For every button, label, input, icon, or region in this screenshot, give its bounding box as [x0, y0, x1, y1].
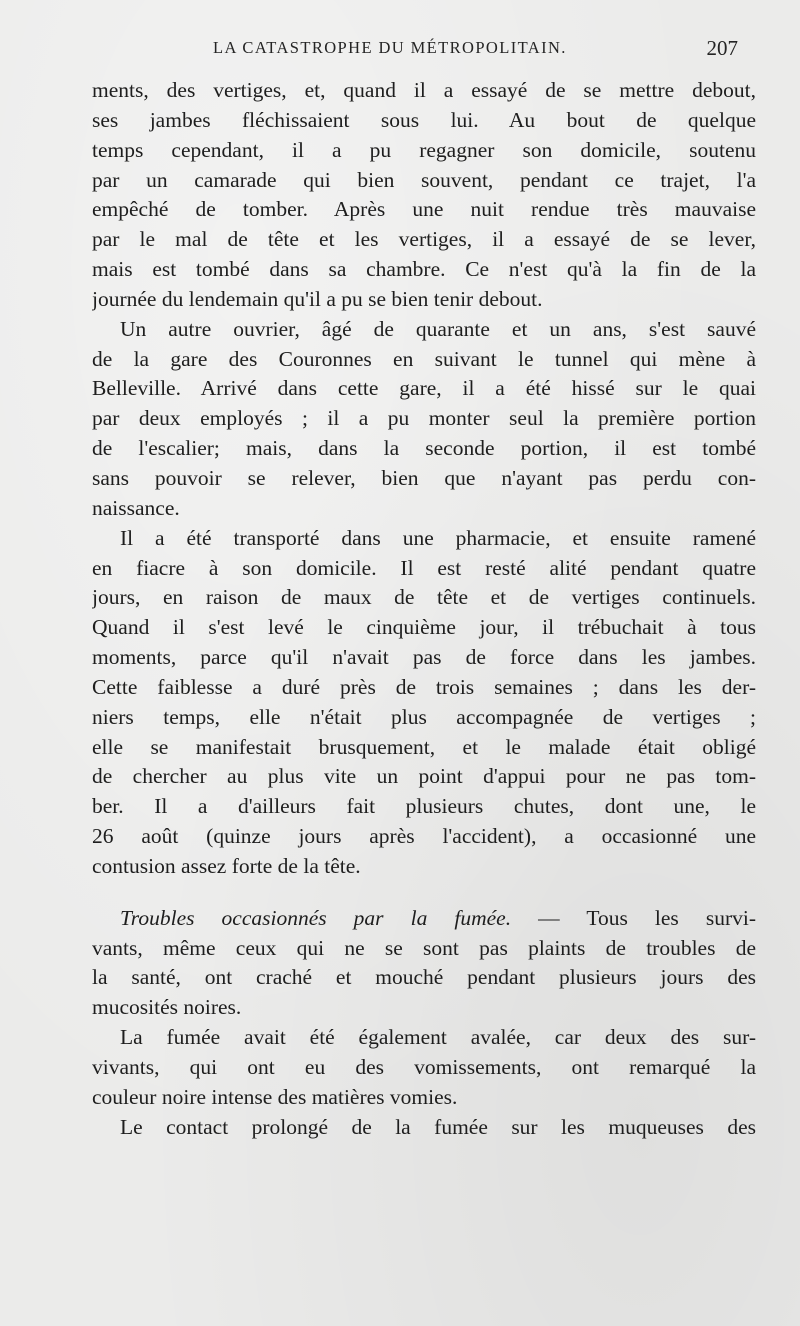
text-line: ber. Il a d'ailleurs fait plusieurs chutes, dont une, le: [92, 794, 756, 819]
text-line: Cette faiblesse a duré près de trois semaines ; dans les der-: [92, 674, 756, 699]
text-line: vivants, qui ont eu des vomissements, ont remarqué la: [92, 1055, 756, 1079]
text-line: Le contact prolongé de la fumée sur les muqueuses des: [120, 1114, 756, 1139]
text-line: Un autre ouvrier, âgé de quarante et un ans, s'est sauvé: [120, 316, 756, 341]
text-line: en fiacre à son domicile. Il est resté alité pendant quatre: [92, 555, 756, 580]
text-line: naissance.: [92, 495, 180, 520]
text-line: la santé, ont craché et mouché pendant plusieurs jours des: [92, 965, 756, 990]
text-line: sans pouvoir se relever, bien que n'ayant pas perdu con-: [92, 465, 756, 490]
text-line: Belleville. Arrivé dans cette gare, il a été hissé sur le quai: [92, 376, 756, 401]
text-line: temps cependant, il a pu regagner son domicile, soutenu: [92, 137, 756, 162]
text-line: ments, des vertiges, et, quand il a essayé de se mettre debout,: [92, 78, 756, 102]
text-line: journée du lendemain qu'il a pu se bien tenir debout.: [92, 286, 543, 311]
text-line: 26 août (quinze jours après l'accident), a occasionné une: [92, 824, 756, 849]
paragraph: [92, 315, 756, 524]
paragraph: [92, 524, 756, 882]
page-number: 207: [706, 36, 738, 60]
text-line: moments, parce qu'il n'avait pas de force dans les jambes.: [92, 645, 756, 670]
text-line: de la gare des Couronnes en suivant le tunnel qui mène à: [92, 346, 756, 371]
text-line: vants, même ceux qui ne se sont pas plaints de troubles de: [92, 935, 756, 960]
text-line: couleur noire intense des matières vomies.: [92, 1084, 458, 1109]
text-line: contusion assez forte de la tête.: [92, 853, 361, 878]
text-line: Quand il s'est levé le cinquième jour, il trébuchait à tous: [92, 615, 756, 640]
section-paragraph: [92, 904, 756, 1023]
paragraph: [92, 1023, 756, 1113]
text-line: par deux employés ; il a pu monter seul la première portion: [92, 406, 756, 431]
text-line: niers temps, elle n'était plus accompagnée de vertiges ;: [92, 704, 756, 729]
text-line: mais est tombé dans sa chambre. Ce n'est qu'à la fin de la: [92, 257, 756, 282]
running-header: [0, 33, 800, 63]
text-line: de chercher au plus vite un point d'appui pour ne pas tom-: [92, 764, 756, 789]
text-line: Il a été transporté dans une pharmacie, et ensuite ramené: [120, 525, 756, 550]
text-line: par un camarade qui bien souvent, pendant ce trajet, l'a: [92, 167, 756, 192]
text-line: [92, 904, 756, 934]
text-line: ses jambes fléchissaient sous lui. Au bout de quelque: [92, 107, 756, 132]
body-text: [92, 76, 756, 1143]
section-title-rest: — Tous les survi-: [511, 905, 756, 930]
text-line: mucosités noires.: [92, 995, 242, 1020]
text-line: par le mal de tête et les vertiges, il a essayé de se lever,: [92, 227, 756, 252]
paragraph: [92, 76, 756, 315]
text-line: elle se manifestait brusquement, et le malade était obligé: [92, 734, 756, 759]
running-title: LA CATASTROPHE DU MÉTROPOLITAIN.: [213, 38, 567, 57]
paragraph: [92, 1113, 756, 1143]
text-line: de l'escalier; mais, dans la seconde portion, il est tombé: [92, 436, 756, 461]
text-line: jours, en raison de maux de tête et de vertiges continuels.: [92, 585, 756, 610]
section-title: Troubles occasionnés par la fumée.: [120, 905, 512, 930]
section-gap: [92, 882, 756, 904]
text-line: empêché de tomber. Après une nuit rendue très mauvaise: [92, 197, 756, 222]
text-line: La fumée avait été également avalée, car deux des sur-: [120, 1025, 756, 1050]
